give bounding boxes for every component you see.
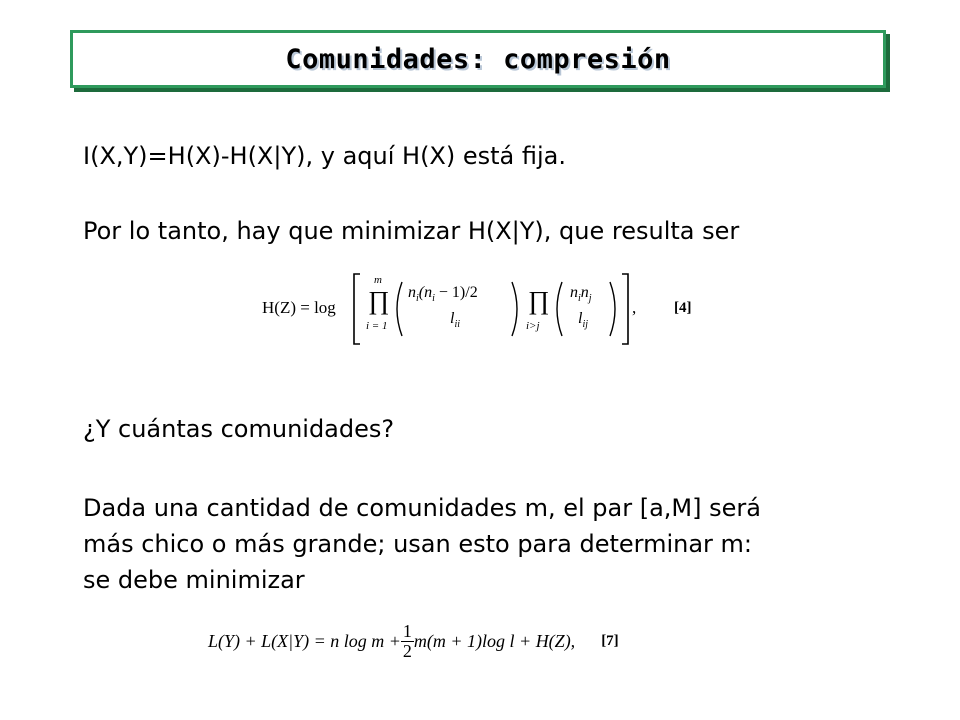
binom-1-bottom: $l_{ii}$ <box>450 310 461 331</box>
equation-7-ref: [7] <box>601 632 619 649</box>
equation-4 <box>262 268 722 348</box>
product-1-upper: m <box>374 274 382 286</box>
fraction-numerator: 1 <box>402 620 412 641</box>
equation-7-fraction <box>401 622 414 661</box>
binom-2-top: $n_in_j$ <box>570 284 592 305</box>
slide-title-box <box>70 30 886 88</box>
binom-2-bottom: $l_{ij}$ <box>578 310 589 331</box>
product-2-lower: i>j <box>526 320 540 332</box>
text-line-minimize: Por lo tanto, hay que minimizar H(X|Y), que resulta ser <box>83 217 740 245</box>
product-symbol-2: ∏ <box>528 286 550 315</box>
product-symbol: ∏ <box>368 286 390 315</box>
equation-4-lhs: H(Z) = log <box>262 298 336 317</box>
text-line-mutual-information: I(X,Y)=H(X)-H(X|Y), y aquí H(X) está fija. <box>83 142 566 170</box>
binom-1-top: $n_i(n_i - 1)/2$ <box>408 284 478 305</box>
text-line-para-1: Dada una cantidad de comunidades m, el par [a,M] será <box>83 494 761 522</box>
text-line-para-2: más chico o más grande; usan esto para determinar m: <box>83 530 753 558</box>
equation-7-left: L(Y) + L(X|Y) = n log m + <box>208 630 401 651</box>
product-1-lower: i = 1 <box>366 320 388 332</box>
text-line-question: ¿Y cuántas comunidades? <box>83 415 395 443</box>
slide-title: Comunidades: compresión <box>285 43 671 75</box>
equation-4-comma: , <box>632 298 637 317</box>
equation-4-ref: [4] <box>674 300 692 316</box>
text-line-para-3: se debe minimizar <box>83 566 305 594</box>
equation-7-right: m(m + 1)log l + H(Z), <box>413 630 576 651</box>
fraction-denominator: 2 <box>402 640 412 661</box>
equation-7 <box>208 616 768 666</box>
